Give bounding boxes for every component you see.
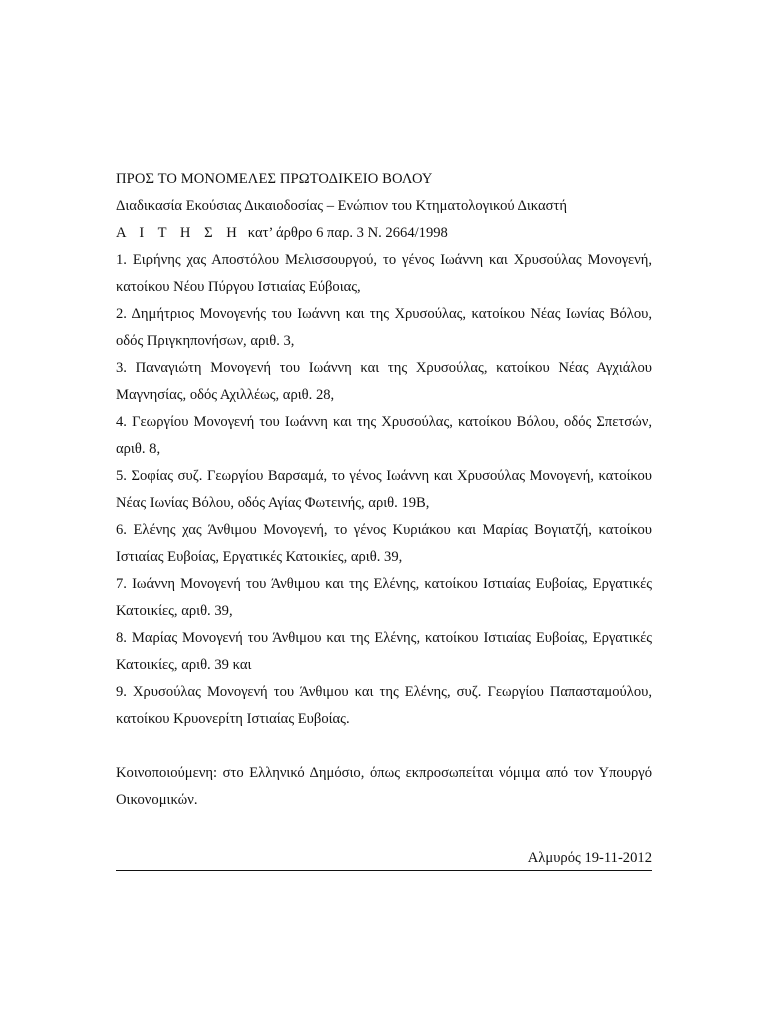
court-heading: ΠΡΟΣ ΤΟ ΜΟΝΟΜΕΛΕΣ ΠΡΩΤΟΔΙΚΕΙΟ ΒΟΛΟΥ [116, 171, 433, 187]
paragraph-gap [116, 733, 652, 760]
application-word: Α Ι Τ Η Σ Η [116, 225, 242, 241]
applicant-paragraph: 8. Μαρίας Μονογενή του Άνθιμου και της Ελένης, κατοίκου Ιστιαίας Ευβοίας, Εργατικές Κατοικίες, αριθ. 39 και [116, 630, 652, 673]
procedure-line: Διαδικασία Εκούσιας Δικαιοδοσίας – Ενώπιον του Κτηματολογικού Δικαστή [116, 198, 567, 214]
applicant-paragraph: 7. Ιωάννη Μονογενή του Άνθιμου και της Ελένης, κατοίκου Ιστιαίας Ευβοίας, Εργατικές Κατοικίες, αριθ. 39, [116, 576, 652, 619]
applicants-list [116, 247, 652, 733]
applicant-paragraph: 6. Ελένης χας Άνθιμου Μονογενή, το γένος Κυριάκου και Μαρίας Βογιατζή, κατοίκου Ιστιαίας Ευβοίας, Εργατικές Κατοικίες, αριθ. 39, [116, 522, 652, 565]
document-body [116, 166, 652, 814]
applicant-paragraph: 5. Σοφίας συζ. Γεωργίου Βαρσαμά, το γένος Ιωάννη και Χρυσούλας Μονογενή, κατοίκου Νέας Ιωνίας Βόλου, οδός Αγίας Φωτεινής, αριθ. 19Β, [116, 468, 652, 511]
notification-paragraph: Κοινοποιούμενη: στο Ελληνικό Δημόσιο, όπως εκπροσωπείται νόμιμα από τον Υπουργό Οικονομικών. [116, 765, 652, 808]
applicant-paragraph: 9. Χρυσούλας Μονογενή του Άνθιμου και της Ελένης, συζ. Γεωργίου Παπασταμούλου, κατοίκου Κρυονερίτη Ιστιαίας Ευβοίας. [116, 684, 652, 727]
applicant-paragraph: 2. Δημήτριος Μονογενής του Ιωάννη και της Χρυσούλας, κατοίκου Νέας Ιωνίας Βόλου, οδός Πριγκηπονήσων, αριθ. 3, [116, 306, 652, 349]
place-date: Αλμυρός 19-11-2012 [527, 850, 652, 866]
applicant-paragraph: 3. Παναγιώτη Μονογενή του Ιωάννη και της Χρυσούλας, κατοίκου Νέας Αγχιάλου Μαγνησίας, οδός Αχιλλέως, αριθ. 28, [116, 360, 652, 403]
application-heading [116, 220, 652, 247]
application-legal-basis: κατ’ άρθρο 6 παρ. 3 Ν. 2664/1998 [247, 225, 448, 241]
applicant-paragraph: 1. Ειρήνης χας Αποστόλου Μελισσουργού, το γένος Ιωάννη και Χρυσούλας Μονογενή, κατοίκου Νέου Πύργου Ιστιαίας Εύβοιας, [116, 252, 652, 295]
applicant-paragraph: 4. Γεωργίου Μονογενή του Ιωάννη και της Χρυσούλας, κατοίκου Βόλου, οδός Σπετσών, αριθ. 8, [116, 414, 652, 457]
bottom-divider [116, 870, 652, 871]
